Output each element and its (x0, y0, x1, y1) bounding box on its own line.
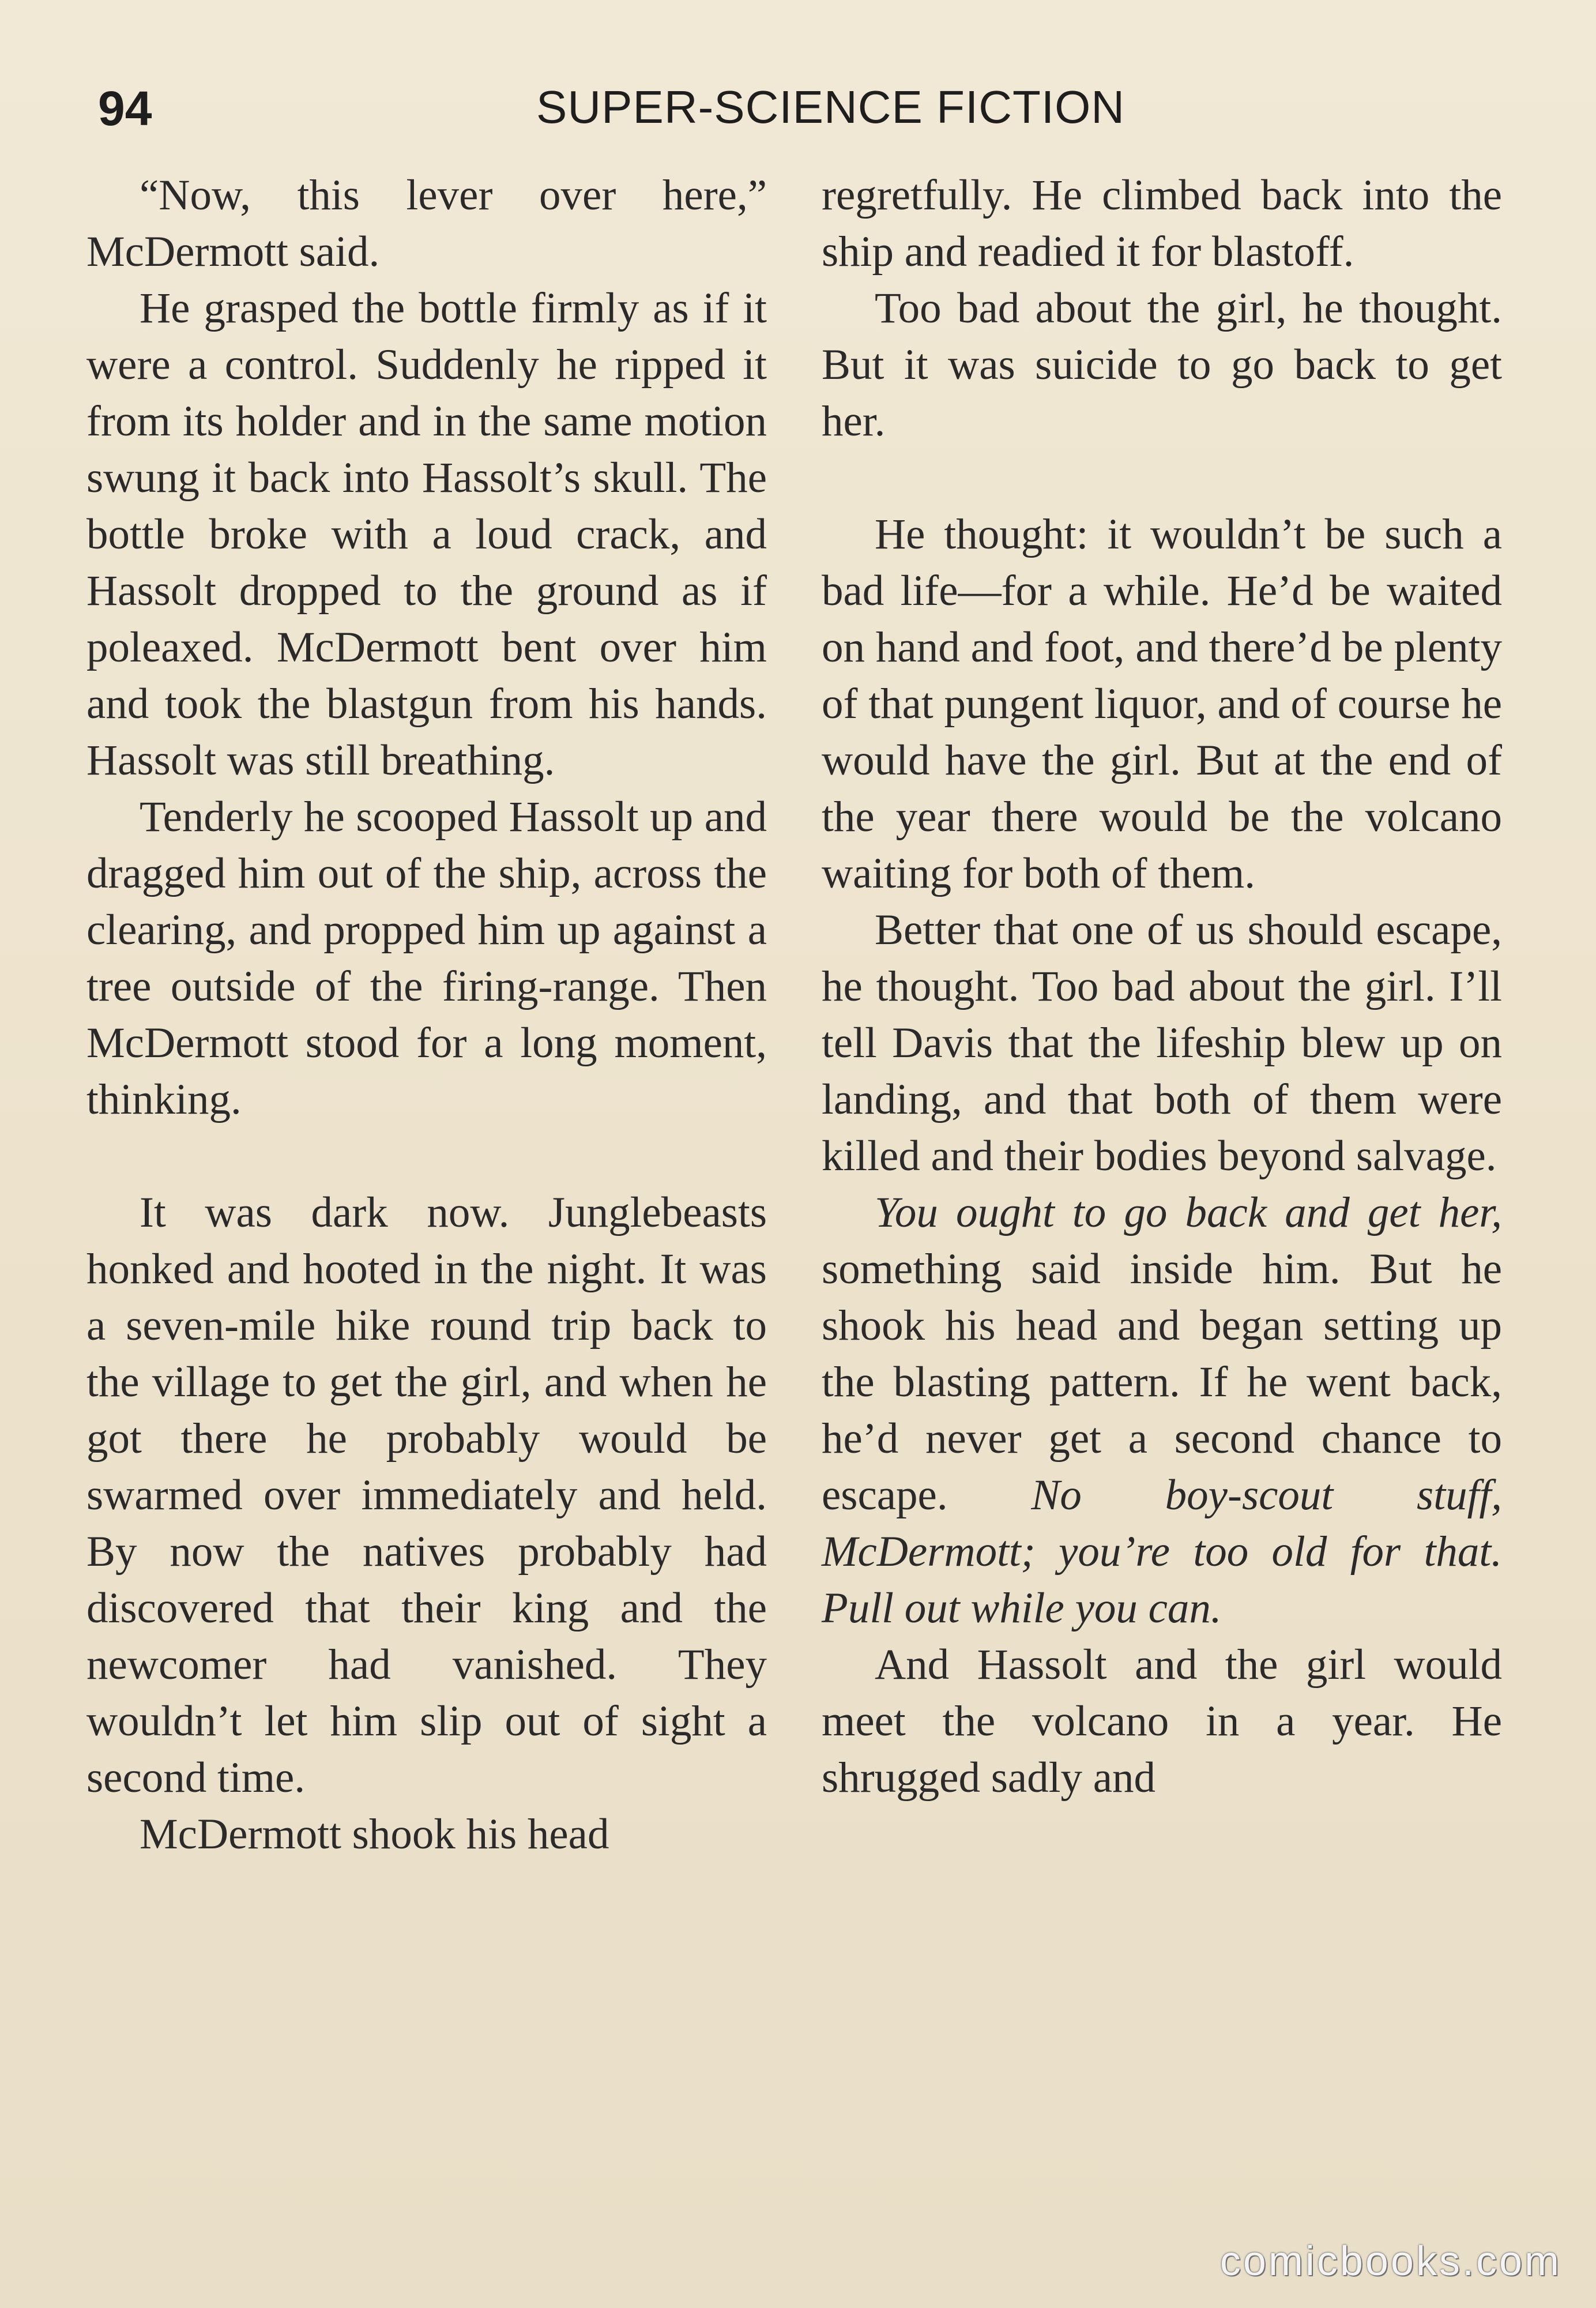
page-number: 94 (98, 81, 152, 136)
left-column (86, 167, 767, 1863)
paragraph: McDermott shook his head (140, 1810, 609, 1858)
italic-thought: You ought to go back and get her, (875, 1189, 1502, 1236)
paragraph (822, 1185, 1502, 1637)
paragraph: Too bad about the girl, he thought. But it was suicide to go back to get her. (822, 284, 1502, 445)
section-break (822, 450, 1502, 506)
paragraph: regretfully. He climbed back into the ship and readied it for blastoff. (822, 171, 1502, 276)
paragraph: “Now, this lever over here,” McDermott said. (86, 171, 767, 276)
watermark: comicbooks.com (1219, 2238, 1561, 2284)
running-head: SUPER-SCIENCE FICTION (536, 81, 1126, 133)
italic-thought: No boy-scout stuff, McDermott; you’re too old for that. Pull out while you can. (822, 1471, 1502, 1632)
paragraph: Tenderly he scooped Hassolt up and dragged him out of the ship, across the clearing, and propped him up against a tree outside of the firing-range. Then McDermott stood for a long moment, thinking. (86, 793, 767, 1123)
paragraph: Better that one of us should escape, he thought. Too bad about the girl. I’ll tell Davis that the lifeship blew up on landing, and that both of them were killed and their bodies beyond salvage. (822, 906, 1502, 1180)
section-break (86, 1128, 767, 1185)
paragraph: He thought: it wouldn’t be such a bad life—for a while. He’d be waited on hand and foot, and there’d be plenty of that pungent liquor, and of course he would have the girl. But at the end of the year there would be the volcano waiting for both of them. (822, 510, 1503, 897)
page-header (98, 81, 1511, 144)
paragraph: And Hassolt and the girl would meet the volcano in a year. He shrugged sadly and (822, 1641, 1502, 1802)
paragraph: It was dark now. Junglebeasts honked and hooted in the night. It was a seven-mile hike round trip back to the village to get the girl, and when he got there he probably would be swarmed over immediately and held. By now the natives probably had discovered that their king and the newcomer had vanished. They wouldn’t let him slip out of sight a second time. (86, 1189, 767, 1802)
right-column (822, 167, 1502, 1806)
paragraph: He grasped the bottle firmly as if it were a control. Suddenly he ripped it from its holder and in the same motion swung it back into Hassolt’s skull. The bottle broke with a loud crack, and Hassolt dropped to the ground as if poleaxed. McDermott bent over him and took the blastgun from his hands. Hassolt was still breathing. (86, 284, 767, 784)
paragraph-text: something said inside him. But he shook his head and began setting up the blasting pattern. If he went back, he’d never get a second chance to escape. (822, 1245, 1502, 1519)
